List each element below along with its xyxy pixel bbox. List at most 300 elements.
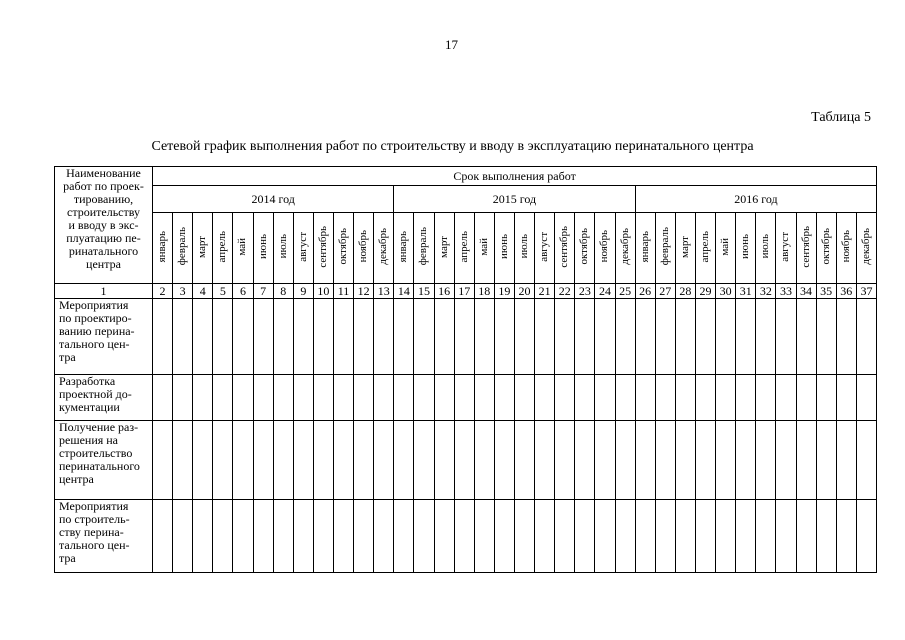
schedule-cell bbox=[575, 500, 595, 573]
month-label: март bbox=[437, 235, 450, 258]
schedule-cell bbox=[635, 299, 655, 375]
month-header bbox=[736, 213, 756, 284]
name-header-line: плуатацию пе- bbox=[66, 231, 141, 245]
column-number: 23 bbox=[575, 284, 595, 299]
schedule-cell bbox=[856, 299, 876, 375]
schedule-cell bbox=[836, 375, 856, 421]
schedule-cell bbox=[313, 421, 333, 500]
schedule-cell bbox=[816, 375, 836, 421]
schedule-cell bbox=[836, 299, 856, 375]
column-number: 34 bbox=[796, 284, 816, 299]
table-row bbox=[55, 500, 877, 573]
task-name-line: Мероприятия bbox=[59, 499, 129, 513]
schedule-cell bbox=[273, 500, 293, 573]
schedule-cell bbox=[776, 299, 796, 375]
task-name-line: ству перина- bbox=[59, 525, 124, 539]
schedule-cell bbox=[354, 500, 374, 573]
table-label: Таблица 5 bbox=[811, 110, 871, 125]
month-header bbox=[293, 213, 313, 284]
schedule-cell bbox=[695, 421, 715, 500]
schedule-cell bbox=[434, 421, 454, 500]
month-header bbox=[474, 213, 494, 284]
table-row bbox=[55, 375, 877, 421]
schedule-cell bbox=[293, 299, 313, 375]
name-header-line: и вводу в экс- bbox=[68, 218, 139, 232]
schedule-cell bbox=[173, 375, 193, 421]
schedule-cell bbox=[313, 375, 333, 421]
schedule-cell bbox=[213, 299, 233, 375]
schedule-cell bbox=[253, 421, 273, 500]
column-number: 14 bbox=[394, 284, 414, 299]
task-name-line: центра bbox=[59, 472, 94, 486]
header-row-period bbox=[55, 167, 877, 186]
task-name-line: тра bbox=[59, 551, 76, 565]
month-header bbox=[695, 213, 715, 284]
schedule-cell bbox=[716, 375, 736, 421]
task-name-line: кументации bbox=[59, 400, 120, 414]
column-number: 37 bbox=[856, 284, 876, 299]
schedule-cell bbox=[856, 375, 876, 421]
schedule-cell bbox=[575, 421, 595, 500]
schedule-cell bbox=[716, 299, 736, 375]
schedule-cell bbox=[816, 500, 836, 573]
schedule-cell bbox=[153, 500, 173, 573]
month-label: июнь bbox=[739, 233, 752, 259]
month-label: февраль bbox=[176, 227, 189, 266]
schedule-table-wrapper bbox=[54, 166, 877, 573]
schedule-cell bbox=[856, 421, 876, 500]
month-header bbox=[575, 213, 595, 284]
schedule-cell bbox=[474, 375, 494, 421]
schedule-cell bbox=[414, 375, 434, 421]
column-number: 31 bbox=[736, 284, 756, 299]
column-number: 28 bbox=[675, 284, 695, 299]
month-header bbox=[313, 213, 333, 284]
schedule-cell bbox=[695, 299, 715, 375]
column-number: 32 bbox=[756, 284, 776, 299]
schedule-cell bbox=[796, 421, 816, 500]
schedule-cell bbox=[434, 500, 454, 573]
column-number: 17 bbox=[454, 284, 474, 299]
task-name-line: перинатального bbox=[59, 459, 140, 473]
schedule-cell bbox=[736, 500, 756, 573]
schedule-cell bbox=[595, 500, 615, 573]
schedule-cell bbox=[796, 299, 816, 375]
schedule-cell bbox=[635, 375, 655, 421]
month-header bbox=[555, 213, 575, 284]
month-label: октябрь bbox=[819, 228, 832, 265]
month-header bbox=[836, 213, 856, 284]
column-number: 11 bbox=[333, 284, 353, 299]
schedule-cell bbox=[736, 375, 756, 421]
month-header bbox=[153, 213, 173, 284]
task-name bbox=[55, 375, 153, 421]
header-row-months bbox=[55, 213, 877, 284]
month-header bbox=[354, 213, 374, 284]
name-header-line: ринатального bbox=[68, 244, 139, 258]
month-label: декабрь bbox=[860, 228, 873, 265]
column-number: 24 bbox=[595, 284, 615, 299]
month-header bbox=[273, 213, 293, 284]
month-label: июль bbox=[518, 234, 531, 259]
task-name-line: решения на bbox=[59, 433, 119, 447]
schedule-cell bbox=[213, 500, 233, 573]
schedule-cell bbox=[655, 421, 675, 500]
schedule-cell bbox=[233, 375, 253, 421]
column-number: 6 bbox=[233, 284, 253, 299]
month-label: декабрь bbox=[377, 228, 390, 265]
schedule-cell bbox=[173, 299, 193, 375]
month-label: апрель bbox=[216, 230, 229, 263]
month-label: ноябрь bbox=[839, 230, 852, 263]
schedule-cell bbox=[253, 500, 273, 573]
schedule-cell bbox=[233, 421, 253, 500]
month-header bbox=[374, 213, 394, 284]
name-column-header bbox=[55, 167, 153, 284]
schedule-cell bbox=[635, 500, 655, 573]
month-label: февраль bbox=[417, 227, 430, 266]
month-header bbox=[756, 213, 776, 284]
schedule-cell bbox=[253, 299, 273, 375]
month-label: сентябрь bbox=[316, 225, 329, 268]
schedule-cell bbox=[333, 500, 353, 573]
task-name-line: тального цен- bbox=[59, 538, 130, 552]
schedule-cell bbox=[273, 299, 293, 375]
schedule-cell bbox=[856, 500, 876, 573]
month-label: январь bbox=[397, 230, 410, 263]
schedule-cell bbox=[293, 500, 313, 573]
schedule-cell bbox=[655, 500, 675, 573]
year-header-2015: 2015 год bbox=[394, 186, 635, 213]
task-name bbox=[55, 421, 153, 500]
column-number: 30 bbox=[716, 284, 736, 299]
column-number: 26 bbox=[635, 284, 655, 299]
schedule-cell bbox=[193, 299, 213, 375]
column-number: 2 bbox=[153, 284, 173, 299]
schedule-cell bbox=[655, 299, 675, 375]
year-header-2016: 2016 год bbox=[635, 186, 877, 213]
schedule-cell bbox=[374, 375, 394, 421]
schedule-cell bbox=[756, 375, 776, 421]
schedule-cell bbox=[635, 421, 655, 500]
month-header bbox=[514, 213, 534, 284]
task-name-line: тального цен- bbox=[59, 337, 130, 351]
schedule-cell bbox=[414, 500, 434, 573]
column-number: 4 bbox=[193, 284, 213, 299]
month-label: май bbox=[477, 237, 490, 256]
schedule-cell bbox=[333, 421, 353, 500]
schedule-cell bbox=[374, 500, 394, 573]
month-header bbox=[675, 213, 695, 284]
schedule-cell bbox=[716, 421, 736, 500]
schedule-cell bbox=[153, 421, 173, 500]
schedule-cell bbox=[494, 299, 514, 375]
month-header bbox=[816, 213, 836, 284]
schedule-cell bbox=[555, 375, 575, 421]
schedule-cell bbox=[836, 421, 856, 500]
name-header-line: работ по проек- bbox=[63, 179, 144, 193]
task-name-line: Получение раз- bbox=[59, 420, 139, 434]
schedule-cell bbox=[615, 500, 635, 573]
task-name bbox=[55, 299, 153, 375]
month-label: сентябрь bbox=[799, 225, 812, 268]
schedule-cell bbox=[394, 375, 414, 421]
month-label: июнь bbox=[256, 233, 269, 259]
schedule-cell bbox=[595, 375, 615, 421]
column-number: 25 bbox=[615, 284, 635, 299]
column-number: 29 bbox=[695, 284, 715, 299]
task-name-line: ванию перина- bbox=[59, 324, 135, 338]
month-label: сентябрь bbox=[558, 225, 571, 268]
schedule-cell bbox=[615, 421, 635, 500]
month-header bbox=[716, 213, 736, 284]
header-row-years bbox=[55, 186, 877, 213]
schedule-cell bbox=[414, 299, 434, 375]
column-number: 18 bbox=[474, 284, 494, 299]
schedule-cell bbox=[796, 500, 816, 573]
column-number: 1 bbox=[55, 284, 153, 299]
column-number: 27 bbox=[655, 284, 675, 299]
month-header bbox=[535, 213, 555, 284]
schedule-cell bbox=[535, 299, 555, 375]
schedule-cell bbox=[675, 500, 695, 573]
schedule-cell bbox=[354, 299, 374, 375]
schedule-cell bbox=[615, 375, 635, 421]
column-number: 3 bbox=[173, 284, 193, 299]
table-row bbox=[55, 421, 877, 500]
column-number: 5 bbox=[213, 284, 233, 299]
month-label: май bbox=[236, 237, 249, 256]
schedule-cell bbox=[293, 421, 313, 500]
schedule-cell bbox=[575, 375, 595, 421]
task-name-line: строительство bbox=[59, 446, 133, 460]
column-number-row bbox=[55, 284, 877, 299]
task-name-line: проектной до- bbox=[59, 387, 132, 401]
task-name-line: Разработка bbox=[59, 374, 116, 388]
schedule-cell bbox=[816, 299, 836, 375]
column-number: 15 bbox=[414, 284, 434, 299]
schedule-cell bbox=[736, 421, 756, 500]
schedule-cell bbox=[313, 299, 333, 375]
month-header bbox=[595, 213, 615, 284]
schedule-cell bbox=[756, 299, 776, 375]
schedule-cell bbox=[494, 421, 514, 500]
schedule-cell bbox=[776, 500, 796, 573]
month-label: апрель bbox=[457, 230, 470, 263]
name-header-line: центра bbox=[86, 257, 121, 271]
schedule-cell bbox=[213, 421, 233, 500]
schedule-cell bbox=[394, 500, 414, 573]
column-number: 7 bbox=[253, 284, 273, 299]
month-header bbox=[856, 213, 876, 284]
task-name bbox=[55, 500, 153, 573]
schedule-cell bbox=[675, 299, 695, 375]
schedule-cell bbox=[716, 500, 736, 573]
column-number: 22 bbox=[555, 284, 575, 299]
schedule-cell bbox=[595, 299, 615, 375]
schedule-cell bbox=[615, 299, 635, 375]
schedule-cell bbox=[695, 500, 715, 573]
schedule-cell bbox=[273, 421, 293, 500]
schedule-cell bbox=[293, 375, 313, 421]
month-label: январь bbox=[156, 230, 169, 263]
schedule-cell bbox=[454, 500, 474, 573]
schedule-cell bbox=[253, 375, 273, 421]
schedule-cell bbox=[173, 500, 193, 573]
month-label: январь bbox=[638, 230, 651, 263]
month-label: апрель bbox=[699, 230, 711, 263]
column-number: 9 bbox=[293, 284, 313, 299]
schedule-cell bbox=[333, 299, 353, 375]
column-number: 16 bbox=[434, 284, 454, 299]
schedule-cell bbox=[474, 421, 494, 500]
month-label: март bbox=[196, 235, 209, 258]
month-header bbox=[655, 213, 675, 284]
schedule-cell bbox=[514, 421, 534, 500]
month-label: май bbox=[719, 237, 732, 256]
schedule-cell bbox=[454, 375, 474, 421]
month-header bbox=[635, 213, 655, 284]
month-label: июнь bbox=[497, 233, 510, 259]
month-header bbox=[253, 213, 273, 284]
schedule-cell bbox=[776, 421, 796, 500]
schedule-cell bbox=[675, 375, 695, 421]
task-name-line: по строитель- bbox=[59, 512, 130, 526]
schedule-cell bbox=[454, 421, 474, 500]
schedule-cell bbox=[394, 299, 414, 375]
schedule-cell bbox=[434, 299, 454, 375]
column-number: 13 bbox=[374, 284, 394, 299]
task-name-line: Мероприятия bbox=[59, 298, 129, 312]
schedule-cell bbox=[313, 500, 333, 573]
schedule-cell bbox=[474, 500, 494, 573]
name-header-line: Наименование bbox=[66, 166, 141, 180]
schedule-cell bbox=[555, 299, 575, 375]
schedule-cell bbox=[193, 421, 213, 500]
month-label: февраль bbox=[658, 227, 671, 266]
schedule-cell bbox=[273, 375, 293, 421]
schedule-table bbox=[54, 166, 877, 573]
month-label: август bbox=[779, 231, 792, 262]
month-header bbox=[233, 213, 253, 284]
schedule-cell bbox=[414, 421, 434, 500]
month-header bbox=[193, 213, 213, 284]
month-label: август bbox=[296, 231, 309, 262]
schedule-cell bbox=[535, 375, 555, 421]
schedule-cell bbox=[213, 375, 233, 421]
schedule-cell bbox=[153, 299, 173, 375]
schedule-cell bbox=[796, 375, 816, 421]
schedule-cell bbox=[394, 421, 414, 500]
month-header bbox=[173, 213, 193, 284]
column-number: 10 bbox=[313, 284, 333, 299]
schedule-cell bbox=[474, 299, 494, 375]
schedule-cell bbox=[193, 375, 213, 421]
month-label: июль bbox=[759, 234, 772, 259]
period-header: Срок выполнения работ bbox=[153, 167, 877, 186]
schedule-cell bbox=[675, 421, 695, 500]
month-label: октябрь bbox=[337, 228, 350, 265]
schedule-cell bbox=[514, 500, 534, 573]
month-label: декабрь bbox=[618, 228, 631, 265]
schedule-cell bbox=[233, 299, 253, 375]
column-number: 36 bbox=[836, 284, 856, 299]
schedule-cell bbox=[555, 500, 575, 573]
month-header bbox=[494, 213, 514, 284]
schedule-cell bbox=[836, 500, 856, 573]
schedule-cell bbox=[655, 375, 675, 421]
schedule-cell bbox=[756, 500, 776, 573]
document-title: Сетевой график выполнения работ по строительству и вводу в эксплуатацию перинатального центра bbox=[151, 139, 754, 154]
table-row bbox=[55, 299, 877, 375]
month-header bbox=[414, 213, 434, 284]
month-header bbox=[615, 213, 635, 284]
schedule-cell bbox=[233, 500, 253, 573]
month-label: ноябрь bbox=[598, 230, 611, 263]
task-name-line: по проектиро- bbox=[59, 311, 132, 325]
column-number: 35 bbox=[816, 284, 836, 299]
schedule-cell bbox=[816, 421, 836, 500]
month-label: июль bbox=[276, 234, 289, 259]
month-header bbox=[394, 213, 414, 284]
schedule-cell bbox=[514, 299, 534, 375]
schedule-cell bbox=[494, 375, 514, 421]
schedule-cell bbox=[333, 375, 353, 421]
schedule-cell bbox=[736, 299, 756, 375]
name-header-line: строительству bbox=[67, 205, 140, 219]
column-number: 8 bbox=[273, 284, 293, 299]
column-number: 21 bbox=[535, 284, 555, 299]
schedule-cell bbox=[776, 375, 796, 421]
schedule-cell bbox=[354, 375, 374, 421]
month-header bbox=[213, 213, 233, 284]
schedule-cell bbox=[193, 500, 213, 573]
schedule-cell bbox=[374, 421, 394, 500]
schedule-cell bbox=[514, 375, 534, 421]
year-header-2014: 2014 год bbox=[153, 186, 394, 213]
schedule-cell bbox=[354, 421, 374, 500]
month-label: март bbox=[678, 235, 691, 258]
schedule-cell bbox=[494, 500, 514, 573]
schedule-cell bbox=[434, 375, 454, 421]
month-header bbox=[333, 213, 353, 284]
month-header bbox=[776, 213, 796, 284]
schedule-cell bbox=[575, 299, 595, 375]
month-header bbox=[434, 213, 454, 284]
month-label: август bbox=[538, 231, 551, 262]
schedule-cell bbox=[695, 375, 715, 421]
schedule-cell bbox=[555, 421, 575, 500]
schedule-cell bbox=[595, 421, 615, 500]
task-name-line: тра bbox=[59, 350, 76, 364]
schedule-cell bbox=[153, 375, 173, 421]
name-header-line: тированию, bbox=[73, 192, 134, 206]
month-header bbox=[454, 213, 474, 284]
schedule-cell bbox=[535, 500, 555, 573]
schedule-cell bbox=[535, 421, 555, 500]
page-number: 17 bbox=[445, 37, 458, 52]
column-number: 33 bbox=[776, 284, 796, 299]
month-header bbox=[796, 213, 816, 284]
month-label: октябрь bbox=[578, 228, 591, 265]
schedule-cell bbox=[374, 299, 394, 375]
column-number: 20 bbox=[514, 284, 534, 299]
schedule-cell bbox=[454, 299, 474, 375]
schedule-cell bbox=[173, 421, 193, 500]
column-number: 19 bbox=[494, 284, 514, 299]
column-number: 12 bbox=[354, 284, 374, 299]
schedule-cell bbox=[756, 421, 776, 500]
